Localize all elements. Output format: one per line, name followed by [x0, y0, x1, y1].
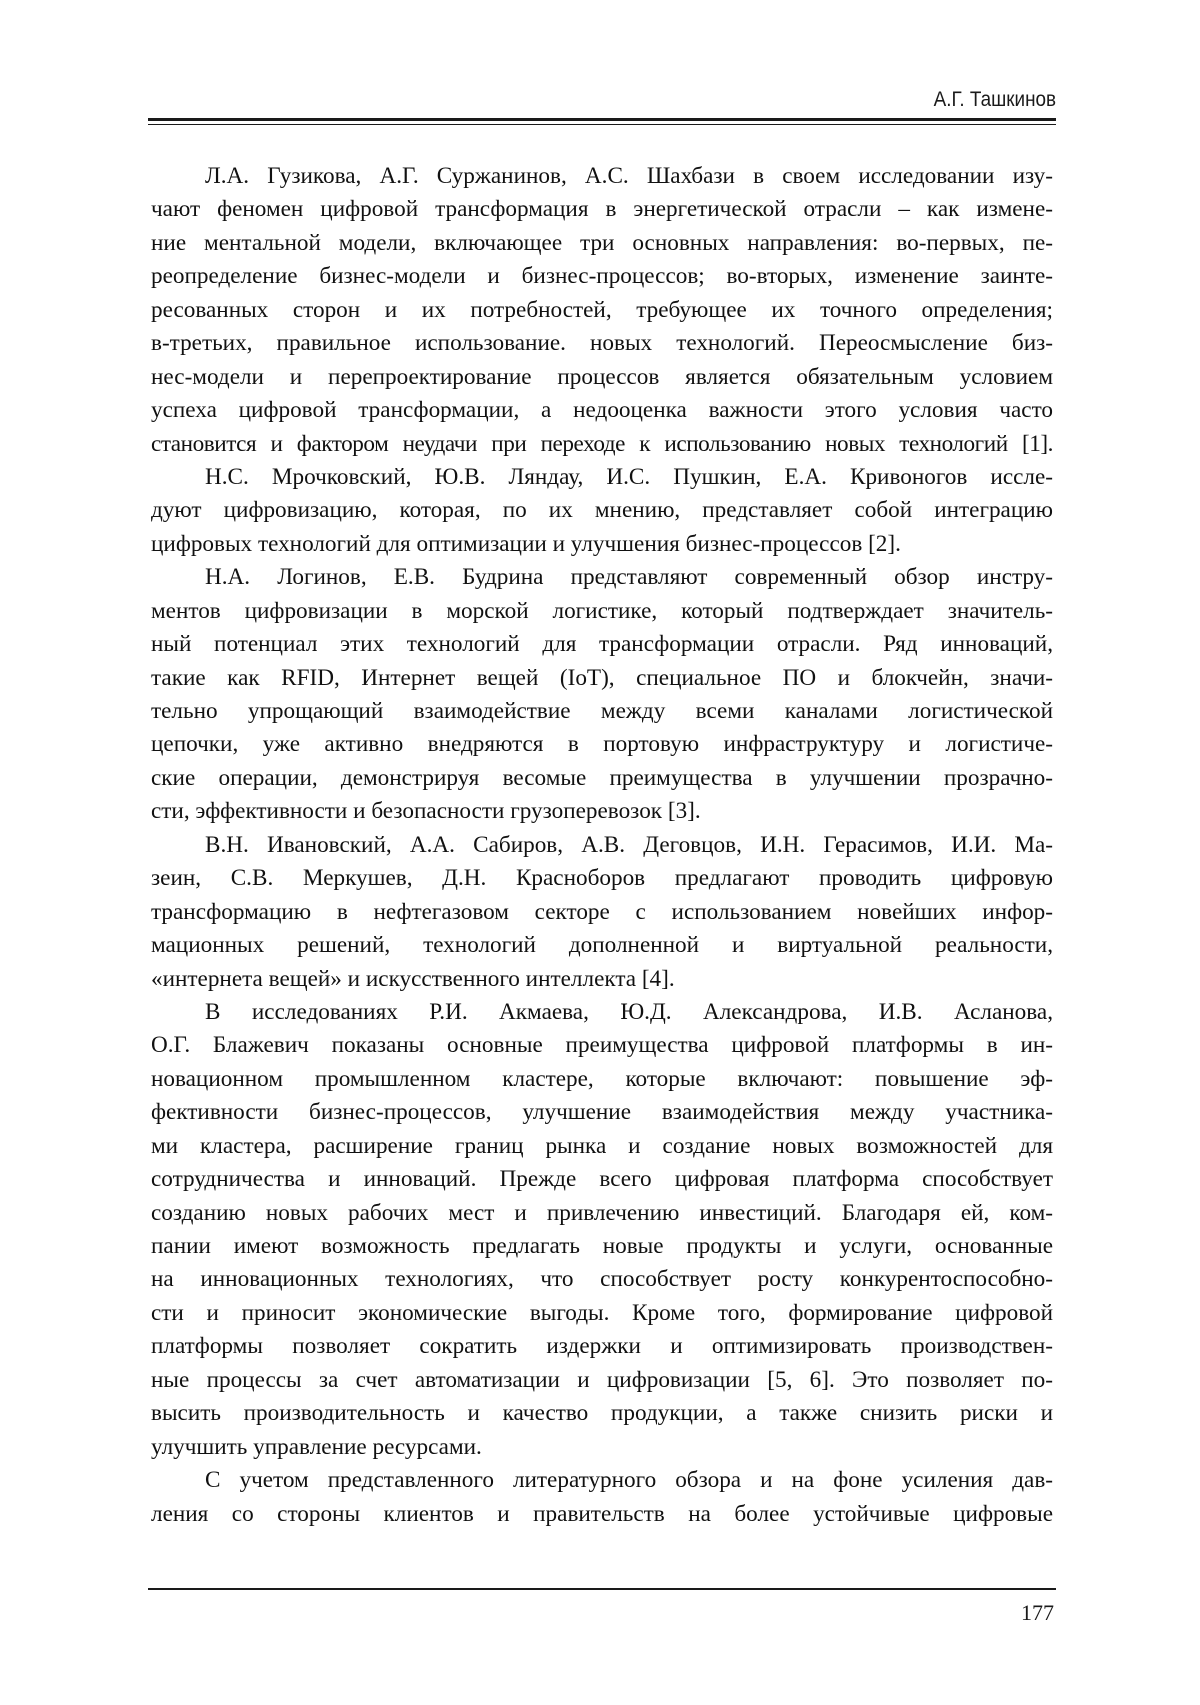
text-line: Л.А. Гузикова, А.Г. Суржанинов, А.С. Шахбази в своем исследовании изу-	[205, 163, 1053, 189]
text-line: С учетом представленного литературного обзора и на фоне усиления дав-	[205, 1467, 1053, 1494]
paragraph-6	[151, 1464, 1053, 1531]
text-line: ления со стороны клиентов и правительств на более устойчивые цифровые	[151, 1500, 1053, 1527]
text-line: новационном промышленном кластере, которые включают: повышение эф-	[151, 1065, 1053, 1092]
text-line: платформы позволяет сократить издержки и оптимизировать производствен-	[151, 1333, 1053, 1360]
text-line: ми кластера, расширение границ рынка и создание новых возможностей для	[151, 1132, 1053, 1159]
paragraph-4	[151, 829, 1053, 996]
text-line: высить производительность и качество продукции, а также снизить риски и	[151, 1400, 1053, 1427]
text-line: В исследованиях Р.И. Акмаева, Ю.Д. Александрова, И.В. Асланова,	[205, 998, 1053, 1025]
text-line: «интернета вещей» и искусственного интеллекта [4].	[151, 965, 675, 992]
text-line: ный потенциал этих технологий для трансформации отрасли. Ряд инноваций,	[151, 631, 1053, 658]
text-line: дуют цифровизацию, которая, по их мнению, представляет собой интеграцию	[151, 497, 1053, 524]
text-line: Н.С. Мрочковский, Ю.В. Ляндау, И.С. Пушкин, Е.А. Кривоногов иссле-	[205, 463, 1053, 490]
text-line: становится и фактором неудачи при переходе к использованию новых технологий [1].	[151, 430, 1053, 457]
text-line: цифровых технологий для оптимизации и улучшения бизнес-процессов [2].	[151, 530, 901, 557]
text-line: такие как RFID, Интернет вещей (IoT), специальное ПО и блокчейн, значи-	[151, 664, 1053, 691]
body-text	[151, 160, 1053, 1531]
text-line: Н.А. Логинов, Е.В. Будрина представляют современный обзор инстру-	[205, 564, 1053, 591]
text-line: сти, эффективности и безопасности грузоперевозок [3].	[151, 798, 701, 825]
text-line: ные процессы за счет автоматизации и цифровизации [5, 6]. Это позволяет по-	[151, 1366, 1053, 1393]
text-line: чают феномен цифровой трансформация в энергетической отрасли – как измене-	[151, 196, 1053, 223]
text-line: пании имеют возможность предлагать новые продукты и услуги, основанные	[151, 1233, 1053, 1259]
text-line: зеин, С.В. Меркушев, Д.Н. Красноборов предлагают проводить цифровую	[151, 865, 1053, 892]
text-line: ские операции, демонстрируя весомые преимущества в улучшении прозрачно-	[151, 764, 1053, 791]
text-line: ментов цифровизации в морской логистике, который подтверждает значитель-	[151, 597, 1053, 624]
paragraph-1	[151, 160, 1053, 461]
text-line: В.Н. Ивановский, А.А. Сабиров, А.В. Деговцов, И.Н. Герасимов, И.И. Ма-	[205, 831, 1053, 858]
header-rule-thin	[148, 124, 1056, 125]
text-line: созданию новых рабочих мест и привлечению инвестиций. Благодаря ей, ком-	[151, 1199, 1053, 1226]
text-line: фективности бизнес-процессов, улучшение взаимодействия между участника-	[151, 1099, 1053, 1126]
footer-rule	[148, 1588, 1056, 1590]
text-line: нес-модели и перепроектирование процессов является обязательным условием	[151, 363, 1053, 390]
text-line: улучшить управление ресурсами.	[151, 1433, 482, 1460]
text-line: сти и приносит экономические выгоды. Кроме того, формирование цифровой	[151, 1299, 1053, 1326]
text-line: на инновационных технологиях, что способствует росту конкурентоспособно-	[151, 1266, 1053, 1293]
text-line: сотрудничества и инноваций. Прежде всего цифровая платформа способствует	[151, 1166, 1053, 1193]
header-rule-thick	[148, 118, 1056, 121]
text-line: цепочки, уже активно внедряются в портовую инфраструктуру и логистиче-	[151, 731, 1053, 758]
text-line: ресованных сторон и их потребностей, требующее их точного определения;	[151, 296, 1053, 323]
text-line: тельно упрощающий взаимодействие между всеми каналами логистической	[151, 698, 1053, 724]
paragraph-3	[151, 561, 1053, 829]
paragraph-5	[151, 996, 1053, 1464]
text-line: О.Г. Блажевич показаны основные преимущества цифровой платформы в ин-	[151, 1032, 1053, 1059]
text-line: реопределение бизнес-модели и бизнес-процессов; во-вторых, изменение заинте-	[151, 263, 1053, 290]
running-head-author: А.Г. Ташкинов	[933, 88, 1056, 111]
text-line: в-третьих, правильное использование. новых технологий. Переосмысление биз-	[151, 330, 1053, 357]
text-line: ние ментальной модели, включающее три основных направления: во-первых, пе-	[151, 229, 1053, 256]
text-line: успеха цифровой трансформации, а недооценка важности этого условия часто	[151, 397, 1053, 424]
text-line: трансформацию в нефтегазовом секторе с использованием новейших инфор-	[151, 898, 1053, 925]
page-number: 177	[1021, 1600, 1054, 1625]
text-line: мационных решений, технологий дополненной и виртуальной реальности,	[151, 932, 1053, 959]
paragraph-2	[151, 461, 1053, 561]
